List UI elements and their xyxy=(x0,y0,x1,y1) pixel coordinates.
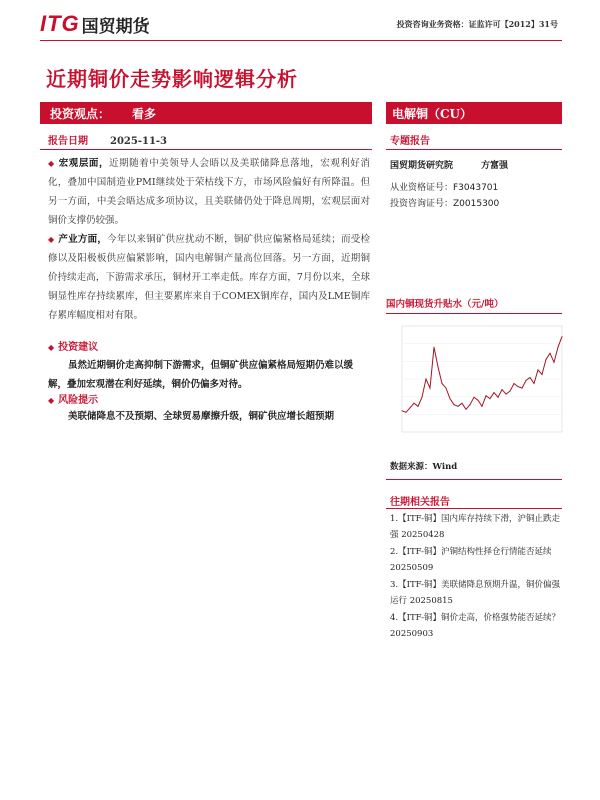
chart-title: 国内铜现货升贴水（元/吨） xyxy=(386,299,504,310)
data-point xyxy=(430,388,431,389)
data-point xyxy=(514,383,515,384)
product-bar xyxy=(386,102,562,124)
data-point xyxy=(546,359,547,360)
advice-text: 虽然近期铜价走高抑制下游需求，但铜矿供应偏紧格局短期仍难以缓解，叠加宏观潜在利好延续，铜价仍偏多对待。 xyxy=(48,360,354,390)
report-date xyxy=(48,132,167,147)
related-report-link[interactable]: 3.【ITF-铜】美联储降息预期升温，铜价偏强运行 20250815 xyxy=(390,580,561,606)
related-reports-list xyxy=(390,511,562,643)
license-text: 投资咨询业务资格：证监许可【2012】31号 xyxy=(396,19,558,29)
data-point xyxy=(442,383,443,384)
data-source: 数据来源：Wind xyxy=(390,462,458,472)
data-point xyxy=(474,397,475,398)
data-point xyxy=(454,404,455,405)
bullet-icon: ◆ xyxy=(48,235,55,244)
divider xyxy=(386,149,562,150)
data-point xyxy=(526,380,527,381)
industry-head: 产业方面， xyxy=(58,234,108,245)
report-date-value: 2025-11-3 xyxy=(110,136,168,147)
investment-view-bar xyxy=(40,102,372,124)
institute-name: 国贸期货研究院 xyxy=(390,161,454,171)
special-report-label: 专题报告 xyxy=(390,136,430,147)
advice-heading xyxy=(48,338,98,353)
data-point xyxy=(462,403,463,404)
divider xyxy=(386,313,562,314)
macro-head: 宏观层面， xyxy=(58,158,110,169)
related-report-link[interactable]: 4.【ITF-铜】铜价走高，价格强势能否延续？20250903 xyxy=(390,613,561,639)
risk-text: 美联储降息不及预期、全球贸易摩擦升级，铜矿供应增长超预期 xyxy=(68,411,335,422)
data-point xyxy=(450,398,451,399)
data-point xyxy=(534,383,535,384)
company-logo xyxy=(40,11,150,37)
macro-text: 近期随着中美领导人会晤以及美联储降息落地，宏观利好消化，叠加中国制造业PMI继续处于荣枯线下方，市场风险偏好有所降温。但另一方面，中美会晤达成多项协议，且美联储仍处于降息周期，宏观层面对铜价支撑仍较强。 xyxy=(48,158,370,226)
data-point xyxy=(542,374,543,375)
data-point xyxy=(554,362,555,363)
data-point xyxy=(518,386,519,387)
data-point xyxy=(418,406,419,407)
divider xyxy=(40,149,372,150)
data-point xyxy=(558,347,559,348)
chart-points xyxy=(402,336,563,413)
related-report-link[interactable]: 2.【ITF-铜】沪铜结构性择仓行情能否延续 20250509 xyxy=(390,547,552,573)
data-point xyxy=(522,388,523,389)
analyst-info xyxy=(390,158,508,171)
data-point xyxy=(498,397,499,398)
data-point xyxy=(550,353,551,354)
data-point xyxy=(422,397,423,398)
consulting-cert: 投资咨询证号：Z0015300 xyxy=(390,199,500,209)
bullet-icon: ◆ xyxy=(48,395,55,405)
data-point xyxy=(446,388,447,389)
risk-heading xyxy=(48,391,98,406)
data-point xyxy=(438,366,439,367)
data-point xyxy=(470,404,471,405)
data-point xyxy=(486,395,487,396)
data-point xyxy=(466,409,467,410)
data-point xyxy=(506,394,507,395)
view-value: 看多 xyxy=(132,106,157,121)
macro-paragraph xyxy=(48,154,370,230)
risk-head-text: 风险提示 xyxy=(58,395,99,406)
price-chart xyxy=(386,318,566,446)
data-point xyxy=(538,369,539,370)
report-title: 近期铜价走势影响逻辑分析 xyxy=(46,67,298,91)
advice-head-text: 投资建议 xyxy=(58,342,99,353)
data-point xyxy=(490,398,491,399)
data-point xyxy=(402,410,403,411)
data-point xyxy=(410,407,411,408)
data-point xyxy=(426,379,427,380)
product-name: 电解铜（CU） xyxy=(392,106,473,121)
related-report-link[interactable]: 1.【ITF-铜】国内库存持续下滑，沪铜止跌走强 20250428 xyxy=(390,514,561,540)
industry-text: 今年以来铜矿供应扰动不断，铜矿供应偏紧格局延续；而受检修以及阳极板供应偏紧影响，国内电解铜产量高位回落。另一方面，近期铜价持续走高，下游需求承压，铜材开工率走低。库存方面，7月份以来，全球铜显性库存持续累库，但主要累库来自于COMEX铜库存，国内及LME铜库存累库幅度相对有限。 xyxy=(48,234,370,321)
bullet-icon: ◆ xyxy=(48,342,55,352)
header-divider xyxy=(40,40,562,41)
data-point xyxy=(414,403,415,404)
data-point xyxy=(482,406,483,407)
data-point xyxy=(406,412,407,413)
view-label: 投资观点： xyxy=(50,106,111,121)
data-point xyxy=(510,391,511,392)
data-point xyxy=(478,400,479,401)
logo-brand: ITG xyxy=(40,11,80,36)
logo-name: 国贸期货 xyxy=(81,16,150,37)
price-line xyxy=(402,337,562,413)
qualification-cert: 从业资格证号：F3043701 xyxy=(390,183,499,193)
data-point xyxy=(530,377,531,378)
industry-paragraph xyxy=(48,230,370,325)
data-point xyxy=(562,336,563,337)
data-point xyxy=(502,389,503,390)
data-point xyxy=(434,347,435,348)
related-reports-heading: 往期相关报告 xyxy=(390,497,450,508)
data-point xyxy=(458,406,459,407)
bullet-icon: ◆ xyxy=(48,159,55,168)
divider xyxy=(386,508,562,509)
data-point xyxy=(494,392,495,393)
report-date-label: 报告日期 xyxy=(48,136,88,147)
analyst-name: 方富强 xyxy=(481,161,509,171)
divider xyxy=(386,479,562,480)
